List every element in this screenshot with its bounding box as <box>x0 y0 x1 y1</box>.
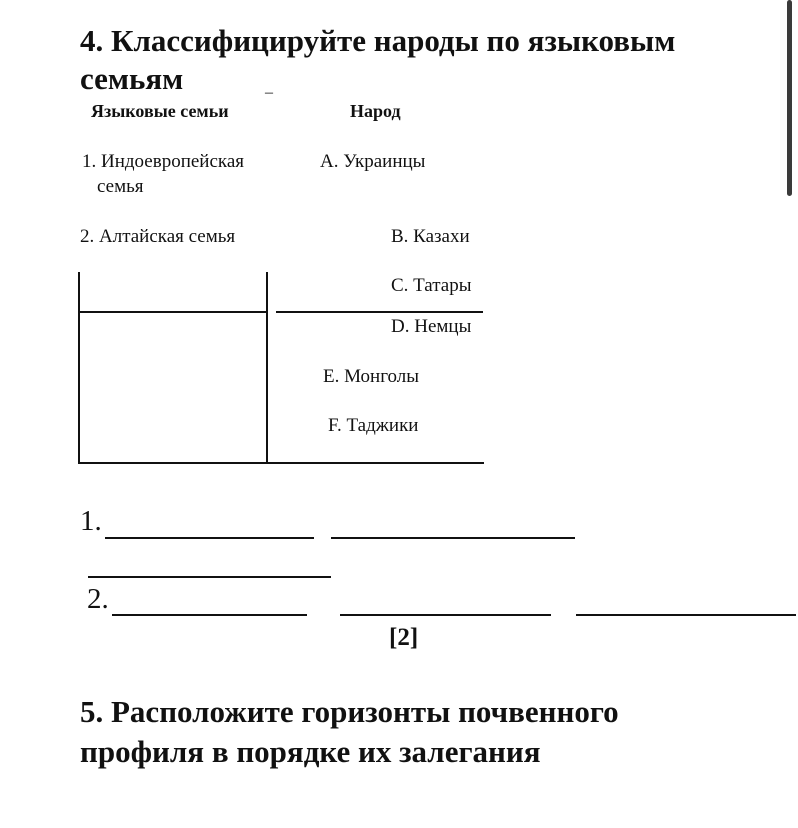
score-mark: [2] <box>389 624 419 651</box>
question-4-title-line1: 4. Классифицируйте народы по языковым <box>80 23 676 58</box>
answer-1-blank-2[interactable] <box>331 537 575 539</box>
table-bottom-border <box>78 462 484 464</box>
people-a: A. Украинцы <box>320 151 426 172</box>
answer-1-blank-1[interactable] <box>105 537 314 539</box>
answer-2-blank-1[interactable] <box>112 614 307 616</box>
people-b: B. Казахи <box>391 226 470 247</box>
answer-1-number: 1. <box>80 505 102 537</box>
answer-1-blank-3[interactable] <box>88 576 331 578</box>
question-5-title-line1: 5. Расположите горизонты почвенного <box>80 694 619 729</box>
answer-2-blank-2[interactable] <box>340 614 551 616</box>
family-1-line2: семья <box>97 176 144 197</box>
people-e: E. Монголы <box>323 366 420 387</box>
question-5-title-line2: профиля в порядке их залегания <box>80 734 541 769</box>
question-4-title-line2: семьям <box>80 61 184 96</box>
answer-2-blank-3[interactable] <box>576 614 796 616</box>
people-f: F. Таджики <box>328 415 419 436</box>
people-d: D. Немцы <box>391 316 472 337</box>
scrollbar[interactable] <box>787 0 792 196</box>
header-language-families: Языковые семьи <box>91 101 229 121</box>
table-left-border <box>78 272 80 464</box>
family-1-line1: 1. Индоевропейская <box>82 151 245 172</box>
family-2: 2. Алтайская семья <box>80 226 236 247</box>
stray-mark: – <box>265 84 273 101</box>
table-divider <box>266 272 268 464</box>
answer-2-number: 2. <box>87 583 109 615</box>
people-c: C. Татары <box>391 275 472 296</box>
table-header-line-right <box>276 311 483 313</box>
header-peoples: Народ <box>350 101 401 121</box>
table-header-line-left <box>78 311 268 313</box>
